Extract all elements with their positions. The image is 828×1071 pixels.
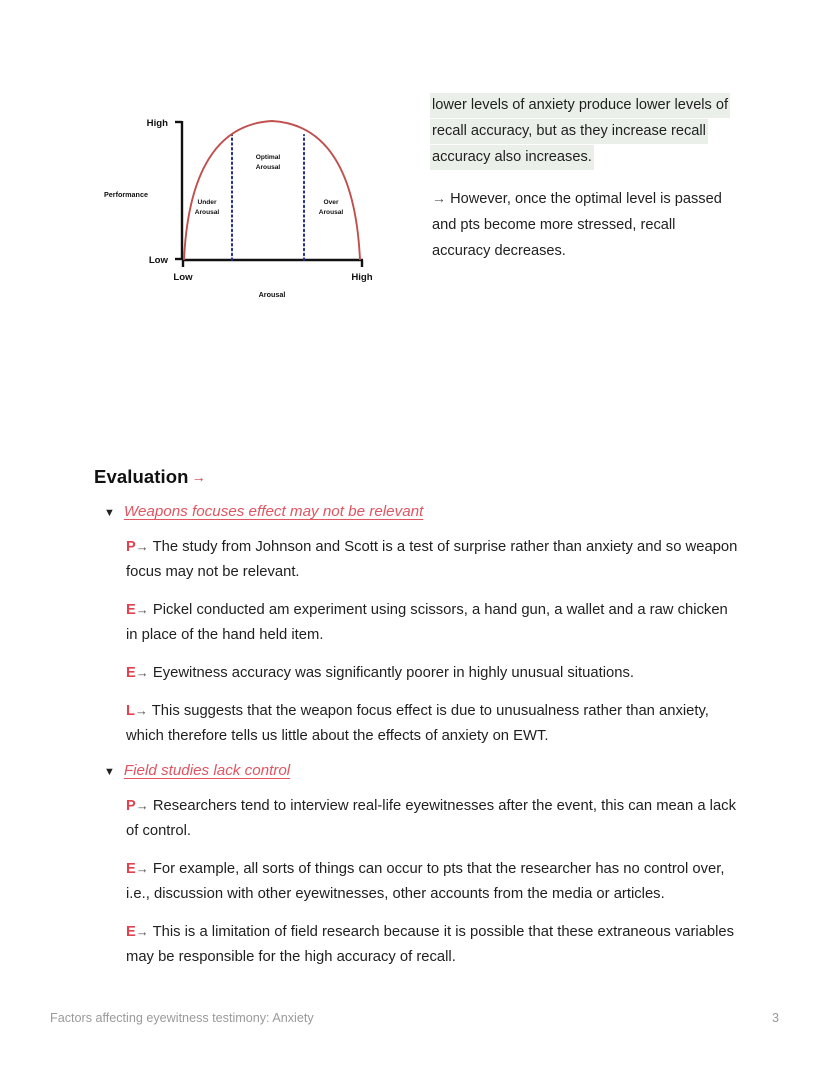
chart-xtick-label-low: Low (173, 272, 193, 283)
notes-column (430, 92, 735, 264)
pel-point (94, 660, 739, 686)
chart-annotation-over-line1: Over (323, 199, 339, 206)
pel-tag: E (126, 665, 136, 681)
footer-page-number: 3 (771, 1011, 779, 1025)
pel-tag: L (126, 703, 135, 719)
pel-arrow-icon: → (135, 861, 149, 876)
highlighted-note: lower levels of anxiety produce lower levels of recall accuracy, but as they increase recall accuracy also increases. (430, 93, 730, 170)
pel-point (94, 793, 739, 844)
page-title (94, 466, 739, 488)
secondary-note (430, 185, 735, 264)
evaluation-section (94, 761, 739, 970)
chart-svg (96, 100, 396, 305)
pel-tag: P (126, 798, 136, 814)
pel-point (94, 597, 739, 648)
pel-arrow-icon: → (135, 798, 149, 813)
chart-annotation-optimal-line2: Arousal (255, 164, 281, 171)
pel-point (94, 919, 739, 970)
chart-annotation-under-line2: Arousal (194, 209, 220, 216)
pel-text: This is a limitation of field research because it is possible that these extraneous variables may be responsible for the high accuracy of recall. (126, 924, 735, 965)
chart-ylabel: Performance (104, 190, 148, 199)
highlighted-note-wrapper (430, 92, 735, 170)
top-section (0, 0, 828, 330)
pel-point (94, 534, 739, 585)
arousal-performance-chart (96, 100, 396, 305)
pel-arrow-icon: → (134, 703, 148, 718)
pel-text: Pickel conducted am experiment using scissors, a hand gun, a wallet and a raw chicken in place of the hand held item. (126, 602, 728, 643)
evaluation-block (94, 466, 739, 982)
pel-point (94, 856, 739, 907)
pel-arrow-icon: → (135, 924, 149, 939)
page-footer (0, 1008, 828, 1034)
note-arrow-icon: → (432, 190, 446, 206)
pel-tag: P (126, 539, 136, 555)
section-header-weapons-focus[interactable] (94, 502, 739, 522)
pel-text: This suggests that the weapon focus effect is due to unusualness rather than anxiety, which therefore tells us little about the effects of anxiety on EWT. (126, 703, 709, 744)
footer-title: Factors affecting eyewitness testimony: Anxiety (50, 1011, 314, 1025)
triangle-down-icon[interactable]: ▼ (104, 507, 115, 519)
pel-text: For example, all sorts of things can occur to pts that the researcher has no control over, i.e., discussion with other eyewitnesses, other accounts from the media or articles. (126, 861, 725, 902)
evaluation-section (94, 502, 739, 749)
pel-arrow-icon: → (135, 602, 149, 617)
chart-xtick-label-high: High (351, 272, 373, 283)
chart-annotation-under-line1: Under (197, 199, 217, 206)
chart-ytick-label-high: High (146, 118, 168, 129)
secondary-note-text: However, once the optimal level is passed and pts become more stressed, recall accuracy decreases. (432, 191, 722, 259)
chart-xlabel: Arousal (258, 290, 286, 299)
section-title[interactable]: Field studies lack control (123, 762, 291, 779)
pel-tag: E (126, 924, 136, 940)
arrow-right-icon: → (191, 469, 206, 485)
section-title[interactable]: Weapons focuses effect may not be relevant (123, 503, 424, 520)
chart-annotation-over-line2: Arousal (318, 209, 344, 216)
chart-annotation-optimal-line1: Optimal (255, 154, 281, 161)
section-header-field-studies[interactable] (94, 761, 739, 781)
pel-arrow-icon: → (135, 665, 149, 680)
pel-text: Researchers tend to interview real-life eyewitnesses after the event, this can mean a lack of control. (126, 798, 736, 839)
pel-tag: E (126, 602, 136, 618)
pel-text: Eyewitness accuracy was significantly poorer in highly unusual situations. (152, 665, 634, 681)
chart-curve-inverted-u (184, 121, 360, 260)
page-title-text: Evaluation (94, 466, 189, 487)
pel-tag: E (126, 861, 136, 877)
pel-arrow-icon: → (135, 539, 149, 554)
chart-ytick-label-low: Low (148, 255, 168, 266)
triangle-down-icon[interactable]: ▼ (104, 766, 115, 778)
pel-text: The study from Johnson and Scott is a test of surprise rather than anxiety and so weapon focus may not be relevant. (126, 539, 738, 580)
pel-point (94, 698, 739, 749)
